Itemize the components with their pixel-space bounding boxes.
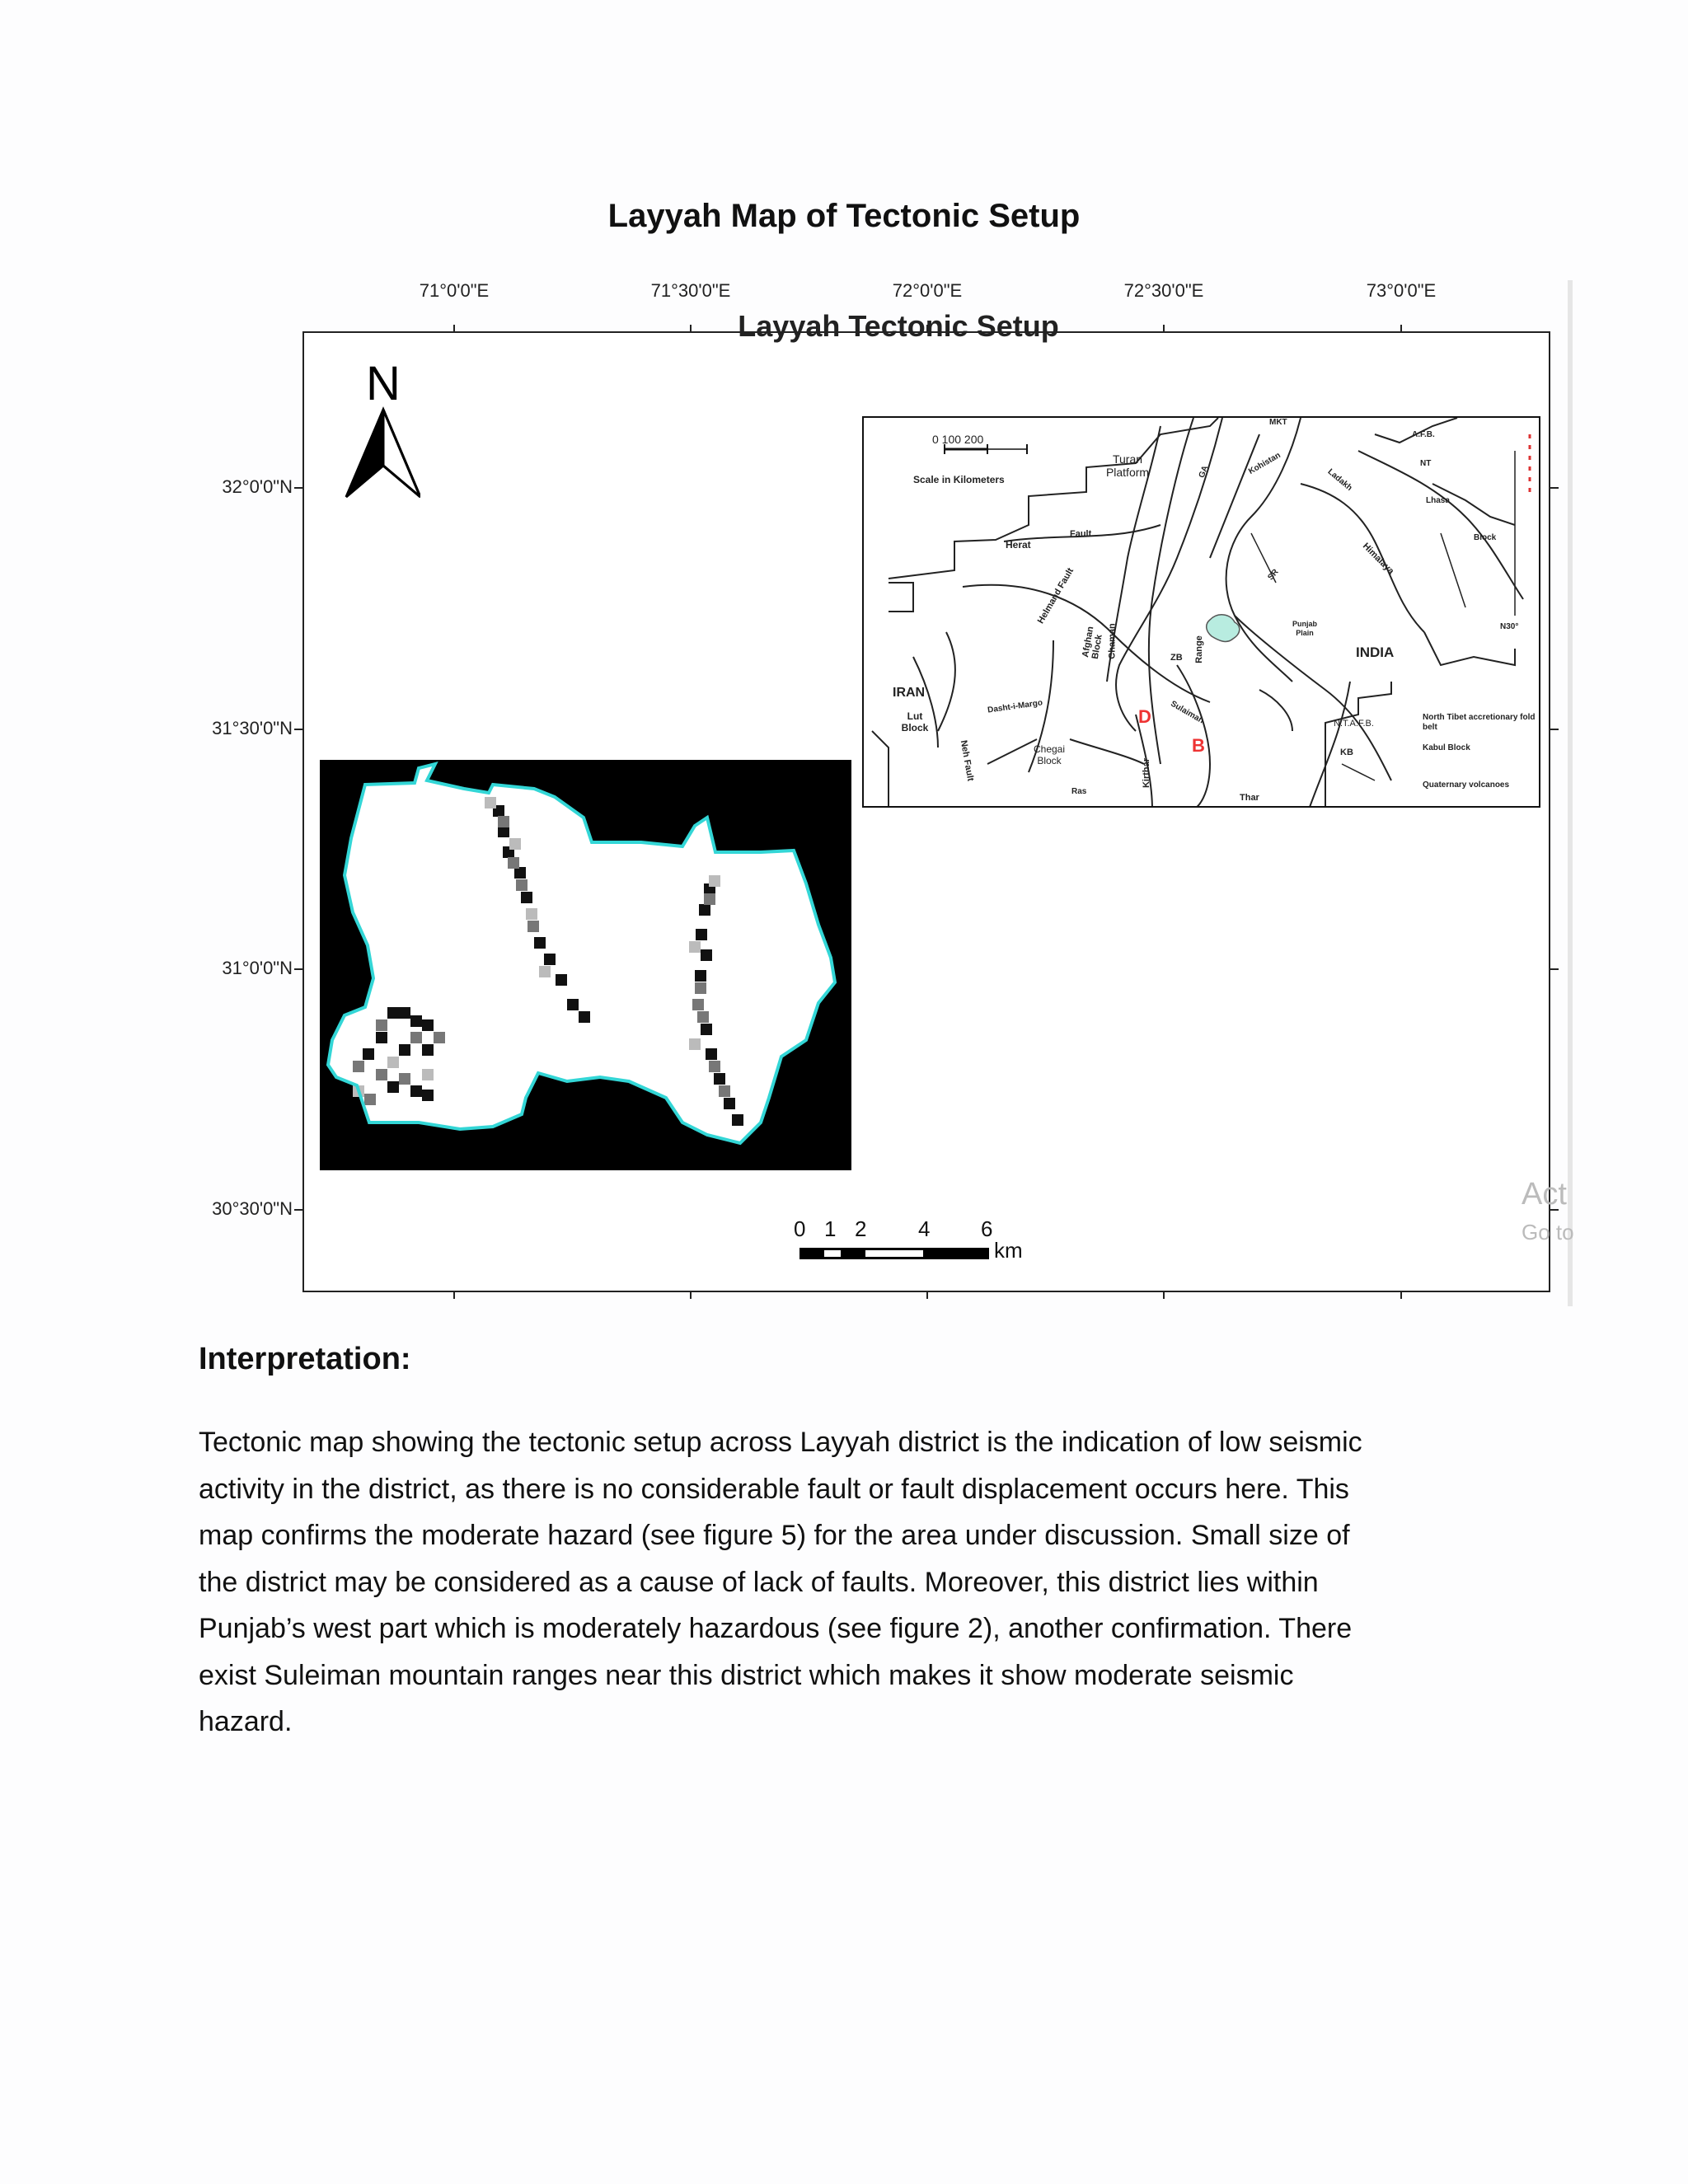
longitude-label: 73°0'0"E	[1366, 280, 1437, 301]
inset-label-b: B	[1192, 735, 1205, 756]
left-tick	[294, 1209, 302, 1211]
scale-tick-2: 2	[855, 1216, 867, 1241]
scale-tick-1: 1	[824, 1216, 837, 1241]
latitude-label: 31°0'0"N	[222, 958, 293, 978]
longitude-label: 71°30'0"E	[650, 280, 731, 301]
inset-label-sulaiman: Sulaiman	[1169, 699, 1206, 726]
map-title: Layyah Tectonic Setup	[738, 309, 1059, 343]
inset-label-range: Range	[1193, 635, 1204, 663]
latitude-label: 32°0'0"N	[222, 476, 293, 497]
paragraph-line: Tectonic map showing the tectonic setup across Layyah district is the indication of low seismic	[199, 1427, 1362, 1458]
paragraph-line: exist Suleiman mountain ranges near this district which makes it show moderate seismic	[199, 1659, 1294, 1691]
interpretation-paragraph	[199, 1419, 1484, 1746]
inset-label-punjab: Punjab Plain	[1292, 620, 1317, 637]
north-arrow-icon	[338, 359, 420, 507]
inset-label-kirthar: Kirthar	[1142, 757, 1152, 789]
right-tick	[1550, 729, 1559, 730]
scale-tick-4: 4	[918, 1216, 931, 1241]
layyah-district-raster	[320, 760, 851, 1170]
inset-label-d: D	[1138, 706, 1151, 727]
latitude-label: 30°30'0"N	[212, 1198, 293, 1219]
scale-bar-graphic	[799, 1244, 991, 1261]
inset-label-sr: SR	[1266, 567, 1281, 583]
bottom-tick	[690, 1291, 692, 1299]
inset-label-chaman: Chaman	[1107, 623, 1118, 659]
bottom-tick	[926, 1291, 928, 1299]
inset-label-himalaya: Himalaya	[1360, 541, 1396, 577]
inset-scale-label: Scale in Kilometers	[913, 474, 1005, 485]
inset-legend-kb: Kabul Block	[1423, 743, 1470, 752]
inset-label-nt: NT	[1420, 459, 1432, 468]
inset-label-afghan: Afghan Block	[1080, 626, 1104, 660]
right-tick	[1550, 968, 1559, 970]
right-tick	[1550, 487, 1559, 489]
inset-label-afb: A.F.B.	[1412, 430, 1435, 439]
longitude-label: 71°0'0"E	[419, 280, 490, 301]
inset-label-dasht: Dasht-i-Margo	[987, 698, 1043, 715]
inset-label-neh: Neh Fault	[958, 739, 976, 782]
paragraph-line: the district may be considered as a cause of lack of faults. Moreover, this district lies within	[199, 1566, 1319, 1598]
inset-label-thar: Thar	[1240, 793, 1259, 803]
paragraph-line: map confirms the moderate hazard (see figure 5) for the area under discussion. Small size of	[199, 1520, 1350, 1551]
inset-label-chegai: Chegai Block	[1033, 743, 1066, 766]
inset-label-ga: GA	[1197, 464, 1211, 480]
inset-label-helmand: Helmand Fault	[1035, 566, 1076, 626]
inset-label-fault: Fault	[1070, 529, 1092, 539]
scale-unit: km	[994, 1238, 1023, 1263]
inset-label-kohistan: Kohistan	[1247, 451, 1282, 476]
inset-label-zb: ZB	[1170, 653, 1183, 663]
watermark-line1: Act	[1522, 1177, 1567, 1212]
longitude-label: 72°0'0"E	[892, 280, 963, 301]
inset-label-iran: IRAN	[893, 686, 926, 700]
left-tick	[294, 968, 302, 970]
paragraph-line: hazard.	[199, 1706, 293, 1737]
inset-label-ras: Ras	[1071, 787, 1087, 796]
inset-label-ntafb: N.T.A.F.B.	[1334, 719, 1374, 729]
bottom-tick	[1400, 1291, 1402, 1299]
inset-label-n30: N30°	[1500, 622, 1519, 631]
inset-legend-volcanoes: Quaternary volcanoes	[1423, 780, 1510, 790]
inset-label-herat: Herat	[1006, 539, 1031, 551]
left-tick	[294, 729, 302, 730]
left-tick	[294, 487, 302, 489]
longitude-label: 72°30'0"E	[1123, 280, 1204, 301]
paragraph-line: Punjab’s west part which is moderately hazardous (see figure 2), another confirmation. There	[199, 1613, 1353, 1644]
north-label: N	[366, 359, 401, 410]
inset-label-block: Block	[1474, 533, 1497, 542]
scale-tick-6: 6	[981, 1216, 993, 1241]
paragraph-line: activity in the district, as there is no considerable fault or fault displacement occurs here. This	[199, 1473, 1349, 1505]
latitude-label: 31°30'0"N	[212, 718, 293, 738]
inset-label-ladakh: Ladakh	[1325, 467, 1354, 493]
inset-label-mkt: MKT	[1269, 418, 1287, 427]
watermark-line2: Go to	[1522, 1220, 1574, 1244]
inset-label-lut: Lut Block	[901, 710, 929, 733]
inset-regional-tectonic-map	[862, 416, 1540, 808]
district-raster-map	[320, 760, 851, 1170]
interpretation-heading: Interpretation:	[199, 1342, 411, 1376]
inset-legend-ntafb: North Tibet accretionary fold belt	[1423, 713, 1536, 732]
inset-label-turan: Turan Platform	[1105, 452, 1150, 479]
inset-scale-ticks: 0 100 200	[932, 433, 984, 446]
inset-label-lhasa: Lhasa	[1426, 496, 1450, 505]
bottom-tick	[1163, 1291, 1165, 1299]
inset-label-kb: KB	[1340, 748, 1353, 757]
scale-tick-0: 0	[794, 1216, 806, 1241]
bottom-tick	[453, 1291, 455, 1299]
document-title: Layyah Map of Tectonic Setup	[607, 198, 1081, 234]
inset-label-india: INDIA	[1356, 644, 1395, 660]
